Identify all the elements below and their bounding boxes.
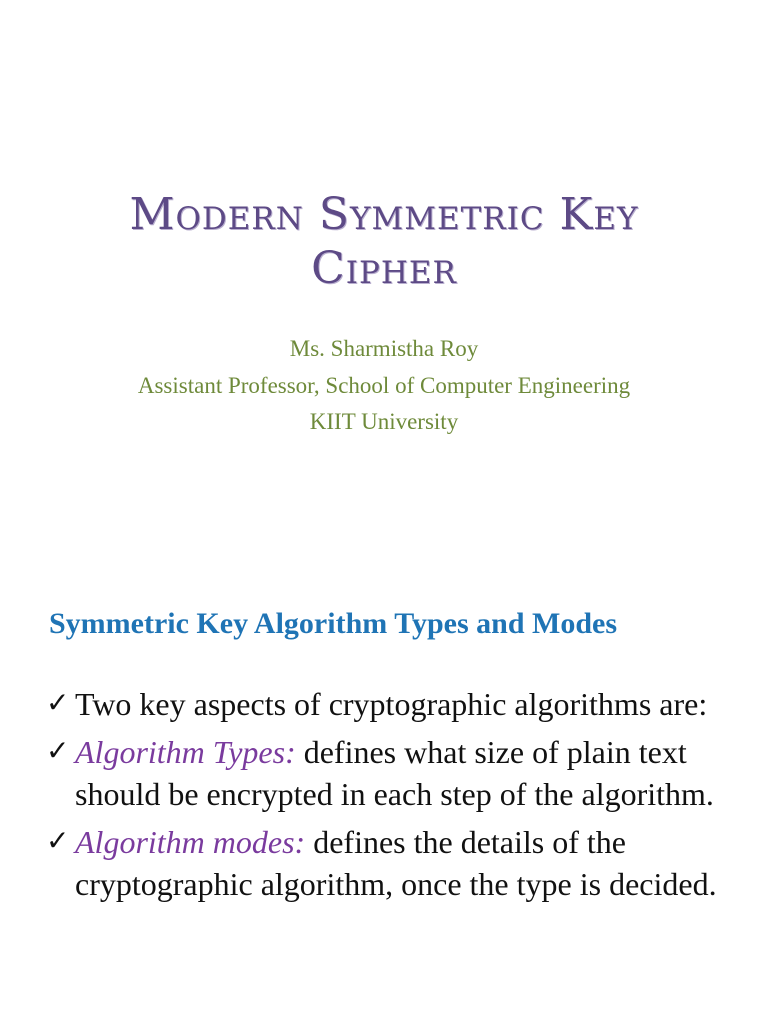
check-icon: ✓	[46, 826, 70, 857]
bullet-list	[46, 683, 726, 911]
slide-title-line-2: Cipher	[311, 243, 457, 294]
slide-title	[40, 188, 728, 296]
author-position: Assistant Professor, School of Computer Engineering	[137, 372, 631, 398]
bullet-term: Algorithm Types:	[75, 734, 296, 770]
slide-heading: Symmetric Key Algorithm Types and Modes	[49, 607, 618, 640]
author-block	[40, 331, 728, 441]
bullet-term: Algorithm modes:	[75, 824, 306, 860]
list-item	[46, 683, 726, 725]
list-item	[46, 731, 726, 815]
check-icon: ✓	[46, 688, 70, 719]
author-name: Ms. Sharmistha Roy	[289, 336, 479, 361]
content-slide	[0, 520, 768, 1024]
bullet-text: defines what size of plain text should be encrypted in each step of the algorithm.	[75, 734, 714, 812]
check-icon: ✓	[46, 736, 70, 767]
list-item	[46, 821, 726, 905]
bullet-text: Two key aspects of cryptographic algorithms are:	[75, 686, 708, 722]
slide-title-line-1: Modern Symmetric Key	[129, 189, 639, 240]
author-institution: KIIT University	[309, 409, 459, 434]
bullet-text: defines the details of the cryptographic algorithm, once the type is decided.	[75, 824, 717, 902]
